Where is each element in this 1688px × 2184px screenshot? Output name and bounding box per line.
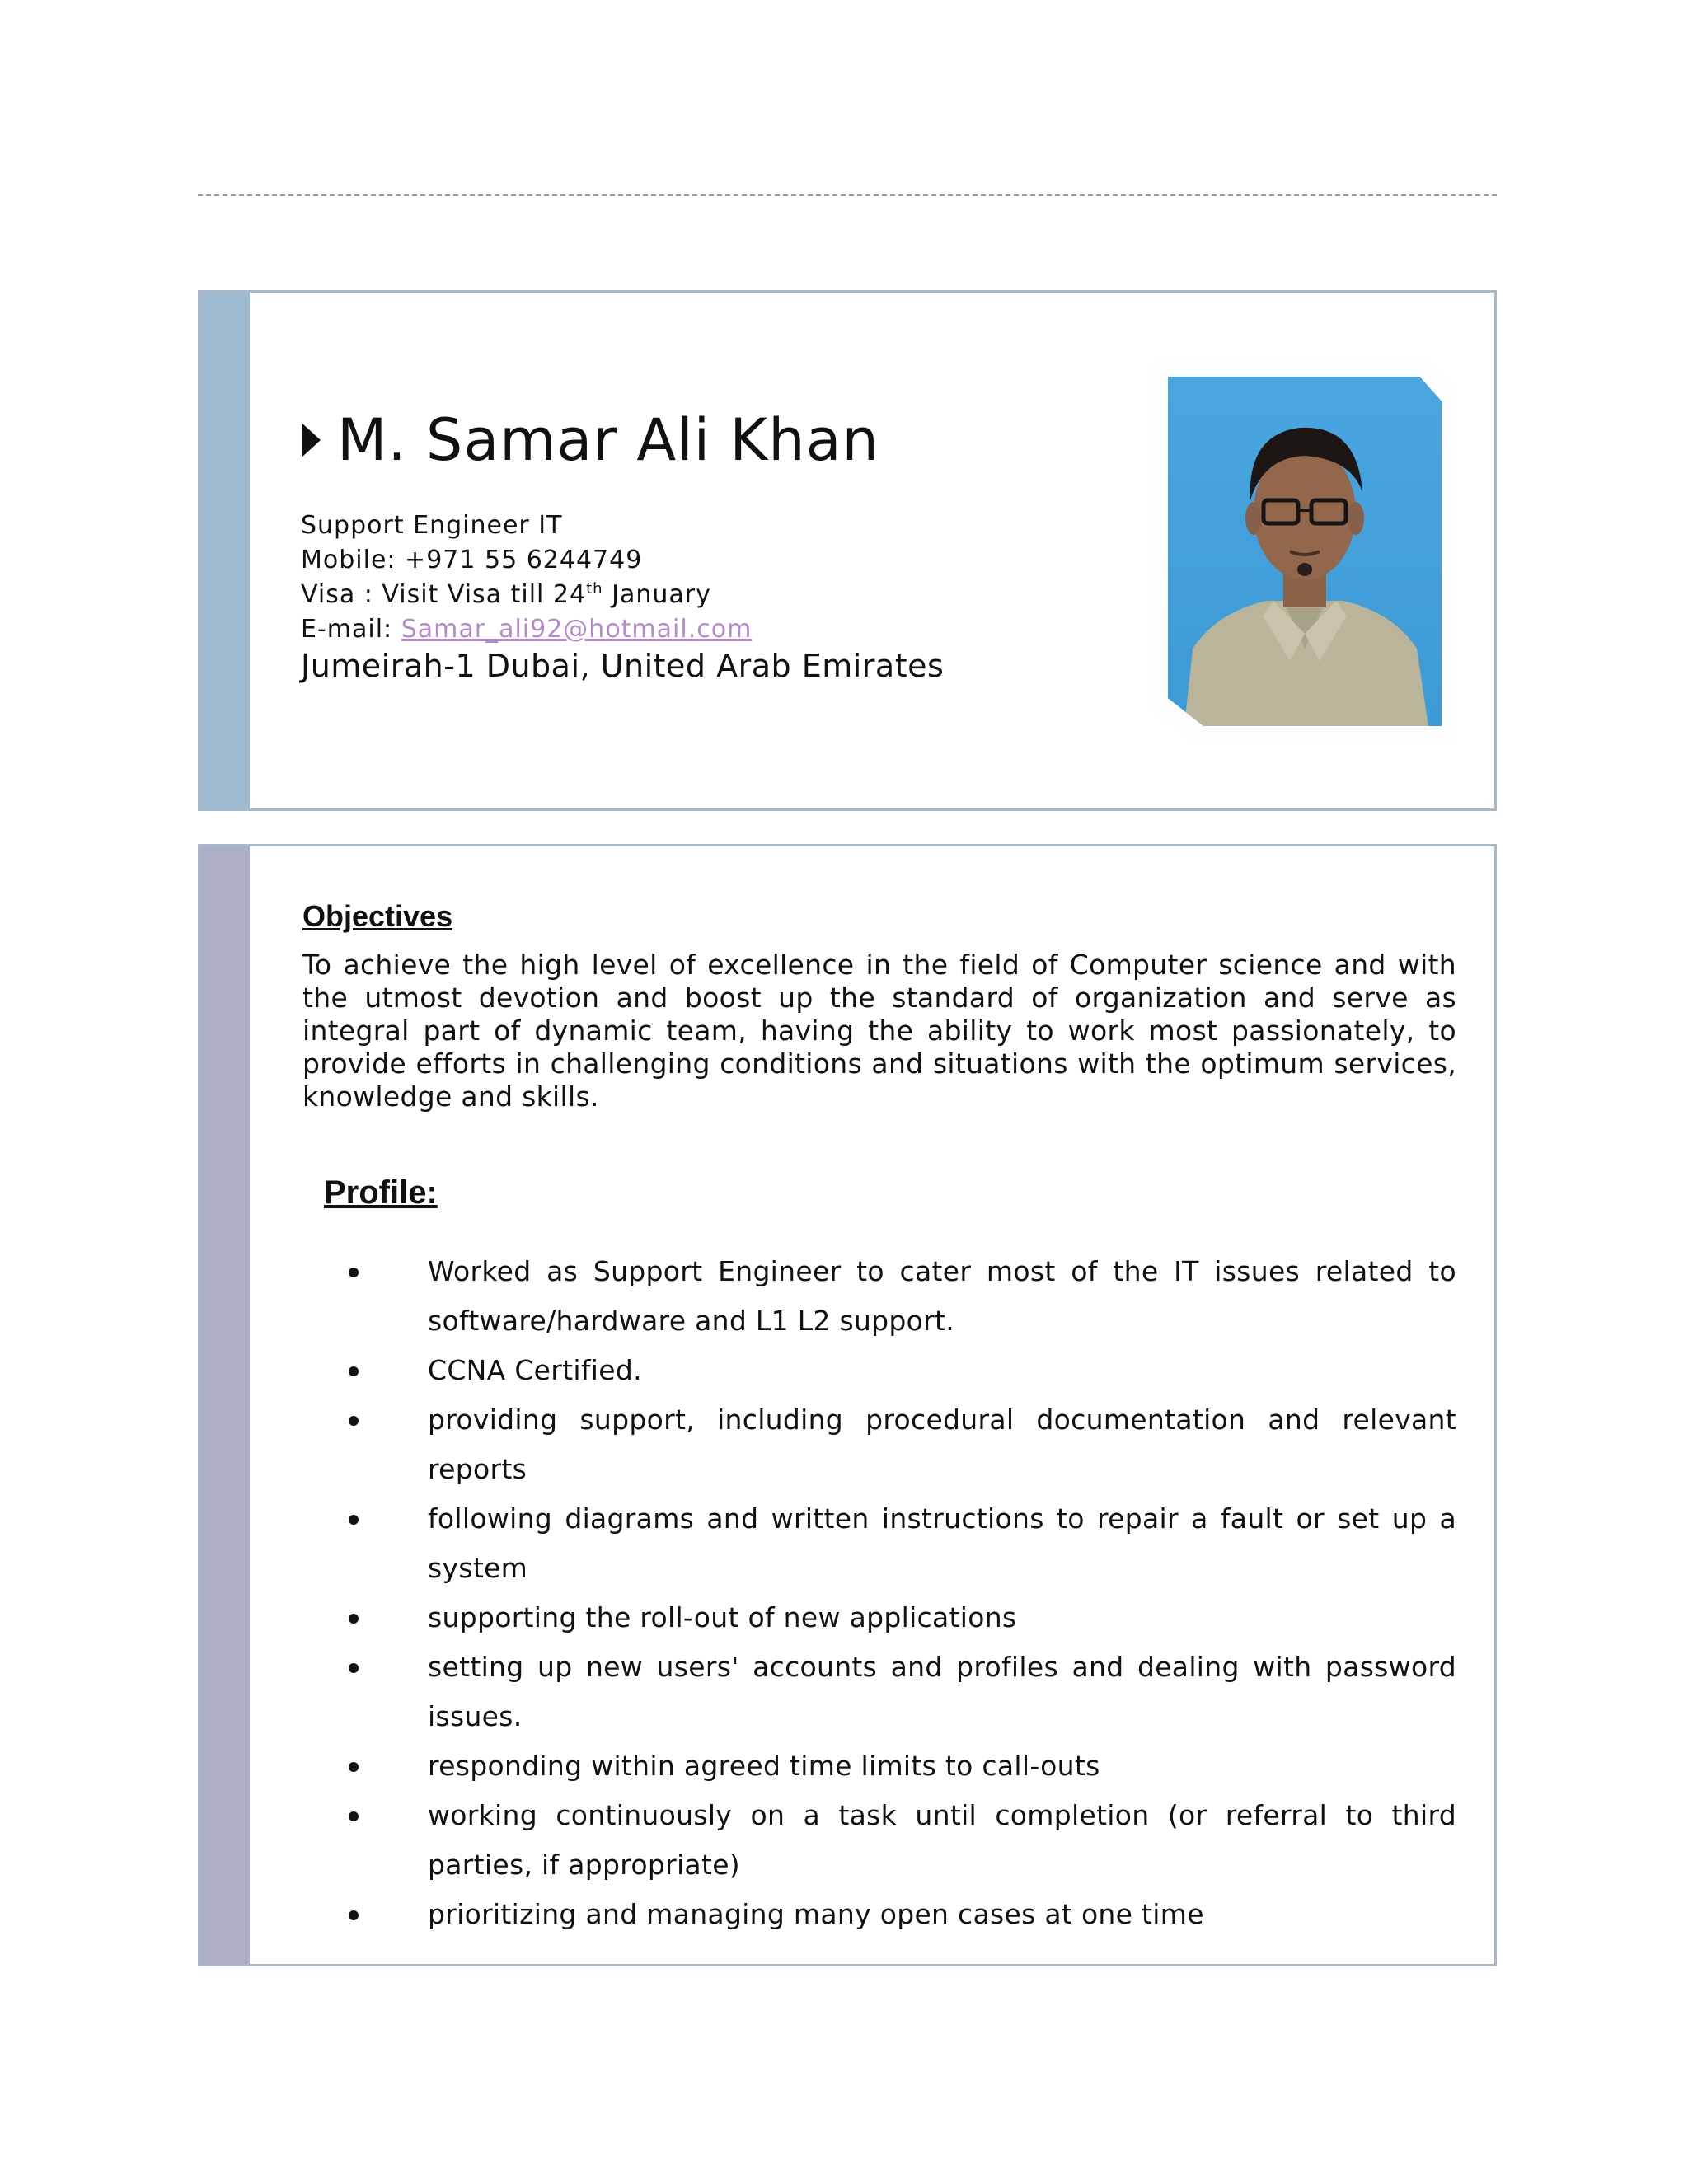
- right-arrow-icon: [301, 422, 322, 458]
- photo-background: [1168, 377, 1442, 726]
- objectives-heading: Objectives: [302, 899, 453, 933]
- list-item: supporting the roll-out of new applications: [349, 1593, 1456, 1643]
- email-link[interactable]: Samar_ali92@hotmail.com: [401, 615, 753, 644]
- list-item: CCNA Certified.: [349, 1346, 1456, 1395]
- mobile-number: Mobile: +971 55 6244749: [301, 546, 643, 574]
- bullet-icon: [349, 1366, 359, 1376]
- body-accent-bar: [200, 846, 250, 1964]
- list-item: setting up new users' accounts and profiles and dealing with password issues.: [349, 1643, 1456, 1741]
- bullet-icon: [349, 1614, 359, 1624]
- address: Jumeirah-1 Dubai, United Arab Emirates: [301, 648, 945, 684]
- contact-block: [301, 509, 944, 683]
- bullet-icon: [349, 1416, 359, 1426]
- profile-photo: [1153, 362, 1456, 741]
- bullet-icon: [349, 1910, 359, 1920]
- bullet-icon: [349, 1811, 359, 1821]
- objectives-text: To achieve the high level of excellence in the field of Computer science and with the utmost devotion and boost up the standard of organization and serve as integral part of dynamic team, having the ability to work most passionately, to provide efforts in challenging conditions and situations with the optimum services, knowledge and skills.: [302, 949, 1456, 1113]
- candidate-name: M. Samar Ali Khan: [337, 406, 879, 474]
- profile-list: [349, 1247, 1456, 1939]
- bullet-icon: [349, 1663, 359, 1673]
- bullet-icon: [349, 1762, 359, 1772]
- email-row: [301, 612, 944, 647]
- header-card: [198, 290, 1497, 811]
- list-item: Worked as Support Engineer to cater most of the IT issues related to software/hardware and L1 L2 support.: [349, 1247, 1456, 1346]
- list-item: working continuously on a task until completion (or referral to third parties, if appropriate): [349, 1791, 1456, 1890]
- header-accent-bar: [200, 293, 250, 808]
- list-item: following diagrams and written instructions to repair a fault or set up a system: [349, 1494, 1456, 1593]
- person-silhouette-icon: [1168, 377, 1442, 726]
- job-title: Support Engineer IT: [301, 511, 563, 540]
- name-row: [301, 406, 879, 474]
- top-divider: [198, 194, 1497, 196]
- bullet-icon: [349, 1515, 359, 1525]
- list-item: providing support, including procedural documentation and relevant reports: [349, 1395, 1456, 1494]
- profile-heading: Profile:: [324, 1174, 438, 1211]
- list-item: prioritizing and managing many open cases at one time: [349, 1890, 1456, 1939]
- email-label: E-mail:: [301, 615, 401, 644]
- visa-status: Visa : Visit Visa till 24th January: [301, 580, 711, 609]
- bullet-icon: [349, 1268, 359, 1277]
- list-item: responding within agreed time limits to call-outs: [349, 1741, 1456, 1791]
- body-card: [198, 844, 1497, 1966]
